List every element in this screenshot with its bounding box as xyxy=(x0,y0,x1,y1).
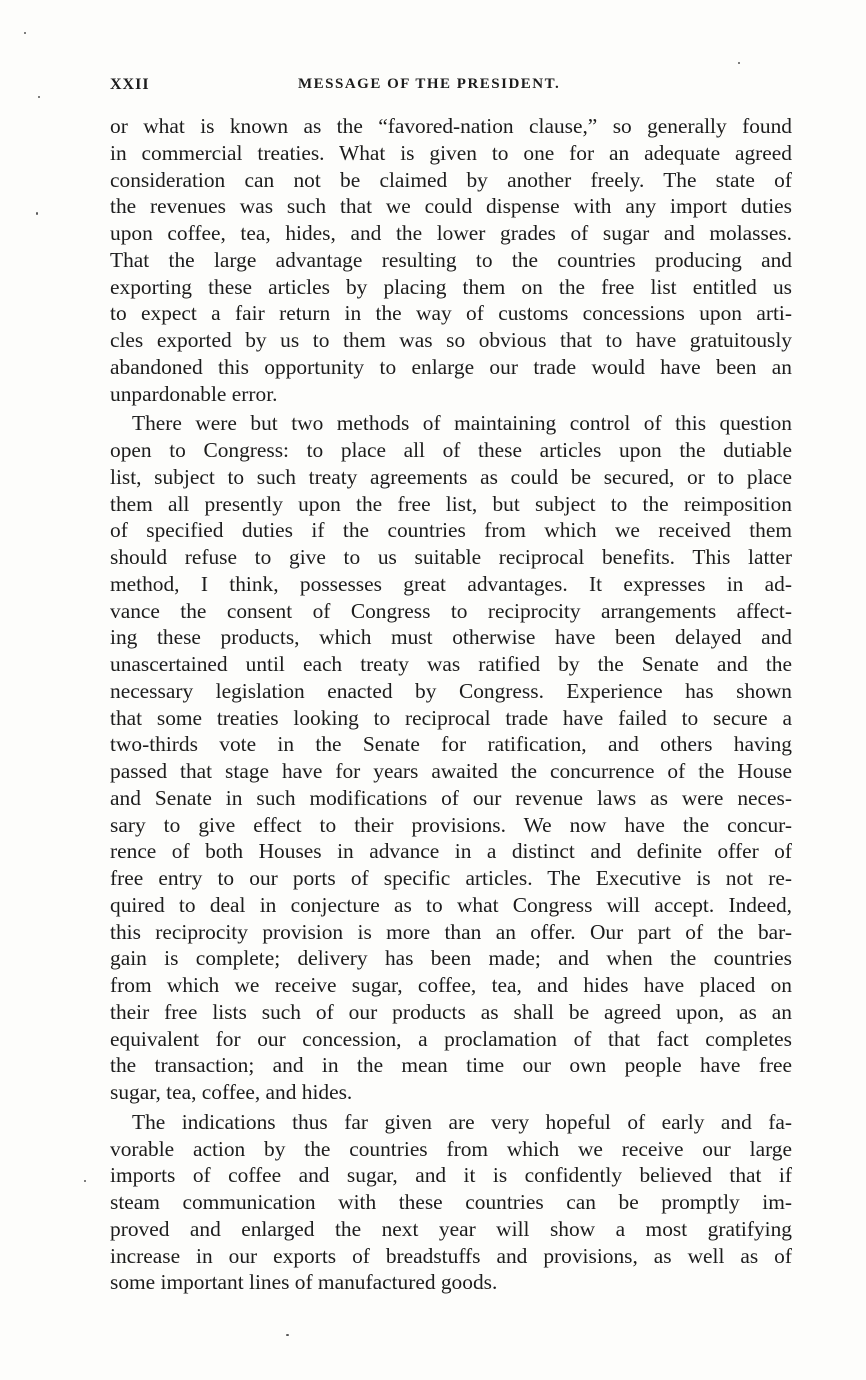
text-line: should refuse to give to us suitable reciprocal benefits. This latter xyxy=(110,545,792,569)
scan-speck xyxy=(286,1334,289,1336)
text-line: the transaction; and in the mean time our own people have free xyxy=(110,1053,792,1078)
text-line: list, subject to such treaty agreements as could be secured, or to place xyxy=(110,464,792,489)
scan-speck xyxy=(24,32,26,34)
text-line: imports of coffee and sugar, and it is confidently believed that if xyxy=(110,1163,792,1188)
page-header xyxy=(110,76,790,98)
scan-speck xyxy=(84,1180,86,1182)
page-number: XXII xyxy=(110,76,150,93)
scan-speck xyxy=(36,212,38,215)
text-line: of specified duties if the countries from which we received them xyxy=(110,518,792,543)
body-text xyxy=(110,113,792,1296)
text-line: sugar, tea, coffee, and hides. xyxy=(110,1080,353,1104)
text-line: vorable action by the countries from which we receive our large xyxy=(110,1136,792,1161)
text-line: necessary legislation enacted by Congress. Experience has shown xyxy=(110,678,792,703)
text-line: in commercial treaties. What is given to one for an adequate agreed xyxy=(110,140,792,165)
text-line: increase in our exports of breadstuffs and provisions, as well as of xyxy=(110,1243,792,1268)
text-line: open to Congress: to place all of these articles upon the dutiable xyxy=(110,438,792,462)
text-line: to expect a fair return in the way of customs concessions upon arti- xyxy=(110,301,792,326)
text-line: There were but two methods of maintaining control of this question xyxy=(132,411,792,436)
text-line: gain is complete; delivery has been made; and when the countries xyxy=(110,946,792,971)
text-line: abandoned this opportunity to enlarge our trade would have been an xyxy=(110,354,792,379)
text-line: That the large advantage resulting to the countries producing and xyxy=(110,247,792,272)
text-line: two-thirds vote in the Senate for ratification, and others having xyxy=(110,732,792,757)
text-line: quired to deal in conjecture as to what Congress will accept. Indeed, xyxy=(110,892,792,917)
text-line: method, I think, possesses great advantages. It expresses in ad- xyxy=(110,571,792,596)
text-line: upon coffee, tea, hides, and the lower grades of sugar and molasses. xyxy=(110,221,792,245)
text-line: the revenues was such that we could dispense with any import duties xyxy=(110,194,792,219)
text-line: unascertained until each treaty was ratified by the Senate and the xyxy=(110,652,792,676)
text-line: and Senate in such modifications of our revenue laws as were neces- xyxy=(110,785,792,810)
text-line: them all presently upon the free list, but subject to the reimposition xyxy=(110,491,792,516)
text-line: free entry to our ports of specific articles. The Executive is not re- xyxy=(110,866,792,890)
paragraph xyxy=(110,1109,792,1296)
text-line: this reciprocity provision is more than an offer. Our part of the bar- xyxy=(110,919,792,944)
text-line: that some treaties looking to reciprocal trade have failed to secure a xyxy=(110,705,792,730)
text-line: some important lines of manufactured goods. xyxy=(110,1270,498,1295)
text-line: or what is known as the “favored-nation clause,” so generally found xyxy=(110,114,792,138)
paragraph xyxy=(110,410,792,1106)
text-line: steam communication with these countries can be promptly im- xyxy=(110,1190,792,1214)
running-title: MESSAGE OF THE PRESIDENT. xyxy=(298,76,561,92)
text-line: passed that stage have for years awaited the concurrence of the House xyxy=(110,759,792,783)
text-line: from which we receive sugar, coffee, tea, and hides have placed on xyxy=(110,973,792,997)
paragraph xyxy=(110,113,792,407)
text-line: sary to give effect to their provisions. We now have the concur- xyxy=(110,812,792,837)
text-line: unpardonable error. xyxy=(110,381,278,406)
text-line: consideration can not be claimed by another freely. The state of xyxy=(110,167,792,192)
text-line: ing these products, which must otherwise have been delayed and xyxy=(110,625,792,650)
text-line: their free lists such of our products as shall be agreed upon, as an xyxy=(110,999,792,1024)
scan-speck xyxy=(738,62,740,64)
text-line: cles exported by us to them was so obvious that to have gratuitously xyxy=(110,328,792,352)
text-line: exporting these articles by placing them on the free list entitled us xyxy=(110,274,792,299)
text-line: proved and enlarged the next year will show a most gratifying xyxy=(110,1216,792,1241)
text-line: vance the consent of Congress to reciprocity arrangements affect- xyxy=(110,598,792,623)
text-line: equivalent for our concession, a proclamation of that fact completes xyxy=(110,1026,792,1051)
scan-speck xyxy=(38,96,40,98)
text-line: The indications thus far given are very hopeful of early and fa- xyxy=(132,1109,792,1134)
text-line: rence of both Houses in advance in a distinct and definite offer of xyxy=(110,839,792,864)
